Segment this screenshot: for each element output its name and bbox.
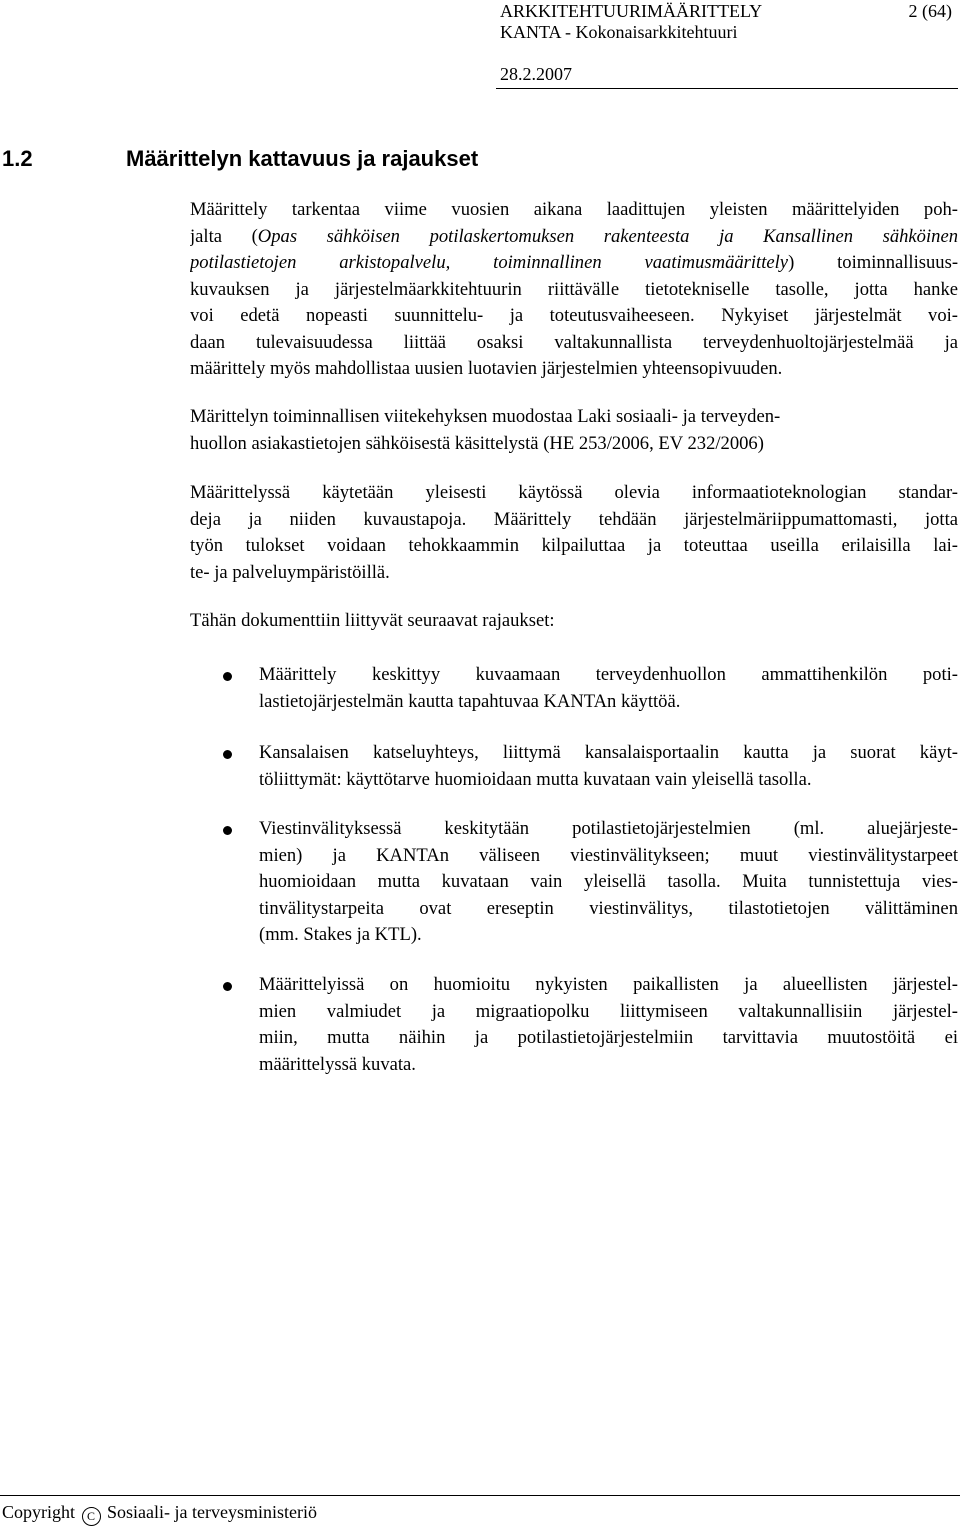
text-line: Määrittelyissä on huomioitu nykyisten paikallisten ja alueellisten järjestel-	[259, 974, 958, 995]
text-line: daan tulevaisuudessa liittää osaksi valtakunnallista terveydenhuoltojärjestelmää ja	[190, 331, 958, 353]
text-line: kuvauksen ja järjestelmäarkkitehtuurin riittävälle tietotekniselle tasolle, jotta hanke	[190, 278, 958, 300]
paragraph-legal-framework	[190, 404, 958, 457]
paragraph-scope-intro	[190, 197, 958, 383]
bullet-icon	[223, 750, 232, 759]
italic-reference: potilastietojen arkistopalvelu, toiminnallinen vaatimusmäärittely	[190, 252, 789, 273]
text-line: lastietojärjestelmän kautta tapahtuvaa KANTAn käyttöä.	[259, 690, 681, 712]
header-divider	[496, 88, 958, 89]
text-line: te- ja palveluympäristöillä.	[190, 561, 390, 583]
text-line: Määrittely tarkentaa viime vuosien aikana laadittujen yleisten määrittelyiden poh-	[190, 199, 958, 220]
paragraph-limitations-intro	[190, 608, 958, 635]
list-item-text	[259, 972, 958, 1078]
text-line: huollon asiakastietojen sähköisestä käsittelystä (HE 253/2006, EV 232/2006)	[190, 432, 764, 454]
text-line: Määrittely keskittyy kuvaamaan terveydenhuollon ammattihenkilön poti-	[259, 664, 958, 685]
text-line: töliittymät: käyttötarve huomioidaan mutta kuvataan vain yleisellä tasolla.	[259, 768, 812, 790]
section-title: Määrittelyn kattavuus ja rajaukset	[126, 146, 479, 171]
text-line: Tähän dokumenttiin liittyvät seuraavat rajaukset:	[190, 610, 555, 631]
section-heading	[2, 145, 478, 173]
text-line: (mm. Stakes ja KTL).	[259, 924, 422, 945]
text-line: työn tulokset voidaan tehokkaammin kilpailuttaa ja toteuttaa useilla erilaisilla lai-	[190, 535, 958, 556]
text-line	[190, 224, 958, 251]
copyright-footer	[2, 1501, 317, 1526]
list-item-text	[259, 816, 958, 949]
text-line: mien valmiudet ja migraatiopolku liittymiseen valtakunnallisiin järjestel-	[259, 1000, 958, 1022]
text-line: Kansalaisen katseluyhteys, liittymä kansalaisportaalin kautta ja suorat käyt-	[259, 742, 958, 763]
italic-reference: Opas sähköisen potilaskertomuksen rakenteesta ja Kansallinen sähköinen	[257, 225, 958, 247]
page-number: 2 (64)	[908, 1, 952, 21]
text-line	[190, 250, 958, 277]
text-line: Määrittelyssä käytetään yleisesti käytössä olevia informaatioteknologian standar-	[190, 482, 958, 503]
text-line: Märittelyn toiminnallisen viitekehyksen muodostaa Laki sosiaali- ja terveyden-	[190, 406, 781, 427]
copyright-label: Copyright	[2, 1502, 76, 1522]
text-line: deja ja niiden kuvaustapoja. Määrittely tehdään järjestelmäriippumattomasti, jotta	[190, 508, 958, 530]
document-subtitle: KANTA - Kokonaisarkkitehtuuri	[500, 22, 738, 42]
text-line: Viestinvälityksessä keskitytään potilastietojärjestelmien (ml. aluejärjeste-	[259, 818, 958, 839]
bullet-icon	[223, 982, 232, 991]
document-date: 28.2.2007	[500, 64, 572, 84]
list-item-text	[259, 662, 958, 715]
copyright-icon: C	[82, 1507, 101, 1526]
text-line: huomioidaan mutta kuvataan vain yleisellä tasolla. Muita tunnistettuja vies-	[259, 871, 958, 892]
paragraph-standards	[190, 480, 958, 586]
section-number: 1.2	[2, 146, 33, 171]
document-title: ARKKITEHTUURIMÄÄRITTELY	[500, 1, 763, 21]
text-line: määrittelyssä kuvata.	[259, 1053, 416, 1075]
text-fragment: jalta (	[190, 225, 258, 247]
bullet-icon	[223, 826, 232, 835]
text-line: mien) ja KANTAn väliseen viestinvälitykseen; muut viestinvälitystarpeet	[259, 844, 958, 866]
list-item-text	[259, 740, 958, 793]
copyright-owner: Sosiaali- ja terveysministeriö	[107, 1502, 317, 1522]
text-line: voi edetä nopeasti suunnittelu- ja toteutusvaiheeseen. Nykyiset järjestelmät voi-	[190, 305, 958, 326]
text-line: määrittely myös mahdollistaa uusien luotavien järjestelmien yhteensopivuuden.	[190, 358, 783, 379]
text-fragment: ) toiminnallisuus-	[788, 252, 958, 273]
footer-divider	[0, 1495, 960, 1496]
text-line: miin, mutta näihin ja potilastietojärjestelmiin tarvittavia muutostöitä ei	[259, 1027, 958, 1048]
bullet-icon	[223, 672, 232, 681]
text-line: tinvälitystarpeita ovat ereseptin viestinvälitys, tilastotietojen välittäminen	[259, 897, 958, 919]
